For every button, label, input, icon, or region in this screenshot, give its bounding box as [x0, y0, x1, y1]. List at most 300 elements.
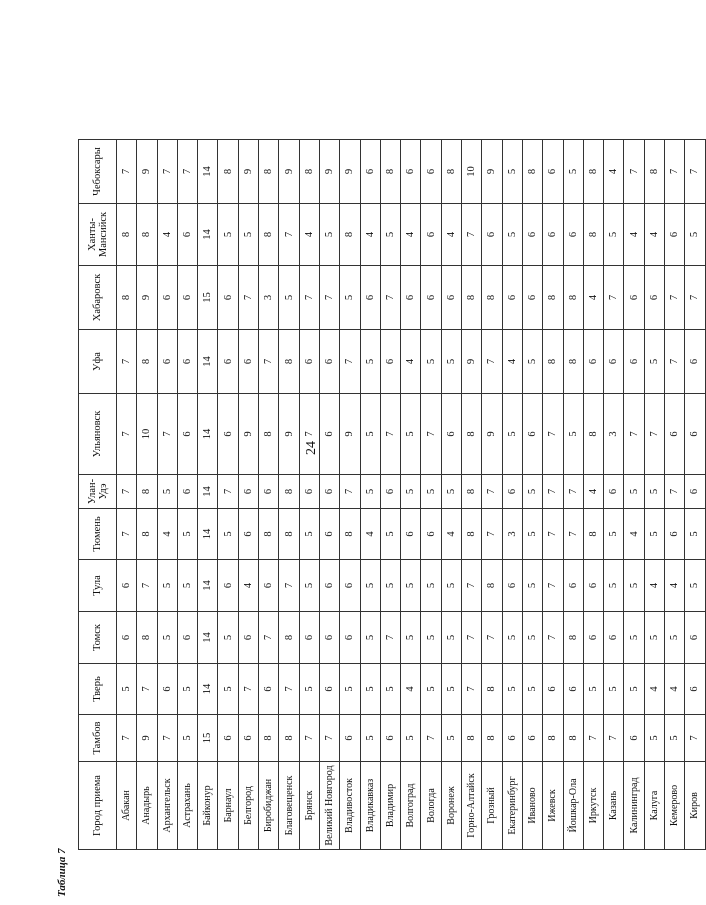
value-cell: 3	[502, 509, 522, 560]
value-cell: 8	[279, 509, 299, 560]
value-cell: 7	[218, 475, 238, 509]
table-row	[137, 140, 157, 850]
value-cell: 6	[604, 612, 624, 664]
value-cell: 6	[157, 266, 177, 330]
value-cell: 14	[198, 509, 218, 560]
value-cell: 5	[177, 715, 197, 762]
header-destination: Ханты-Мансийск	[79, 204, 117, 266]
value-cell: 5	[299, 664, 319, 715]
value-cell: 7	[117, 140, 137, 204]
value-cell: 6	[218, 715, 238, 762]
value-cell: 4	[583, 266, 603, 330]
value-cell: 6	[319, 664, 339, 715]
value-cell: 7	[279, 664, 299, 715]
table-row	[198, 140, 218, 850]
value-cell: 8	[137, 330, 157, 394]
value-cell: 7	[462, 560, 482, 612]
value-cell: 6	[421, 204, 441, 266]
value-cell: 7	[340, 475, 360, 509]
value-cell: 5	[441, 560, 461, 612]
value-cell: 9	[137, 715, 157, 762]
table-row	[299, 140, 319, 850]
value-cell: 5	[502, 612, 522, 664]
value-cell: 7	[279, 560, 299, 612]
value-cell: 5	[604, 560, 624, 612]
value-cell: 6	[401, 509, 421, 560]
city-cell: Астрахань	[177, 762, 197, 850]
value-cell: 5	[218, 509, 238, 560]
value-cell: 6	[218, 330, 238, 394]
value-cell: 6	[360, 266, 380, 330]
value-cell: 7	[238, 664, 258, 715]
table-row	[177, 140, 197, 850]
value-cell: 6	[563, 204, 583, 266]
value-cell: 6	[340, 612, 360, 664]
value-cell: 6	[238, 475, 258, 509]
value-cell: 6	[218, 266, 238, 330]
header-destination: Улан-Удэ	[79, 475, 117, 509]
value-cell: 7	[319, 266, 339, 330]
value-cell: 5	[360, 394, 380, 475]
header-destination: Тверь	[79, 664, 117, 715]
value-cell: 5	[279, 266, 299, 330]
value-cell: 7	[137, 664, 157, 715]
table-row	[157, 140, 177, 850]
value-cell: 7	[177, 140, 197, 204]
value-cell: 6	[157, 664, 177, 715]
value-cell: 6	[177, 394, 197, 475]
value-cell: 4	[624, 509, 644, 560]
value-cell: 6	[380, 330, 400, 394]
value-cell: 5	[360, 664, 380, 715]
table-caption: Таблица 7	[56, 848, 68, 897]
value-cell: 7	[482, 475, 502, 509]
value-cell: 8	[279, 715, 299, 762]
table-row	[238, 140, 258, 850]
value-cell: 7	[117, 330, 137, 394]
value-cell: 6	[177, 204, 197, 266]
value-cell: 8	[259, 394, 279, 475]
value-cell: 8	[259, 204, 279, 266]
city-cell: Горно-Алтайск	[462, 762, 482, 850]
header-destination: Тюмень	[79, 509, 117, 560]
value-cell: 8	[482, 715, 502, 762]
table-row	[583, 140, 603, 850]
value-cell: 6	[340, 715, 360, 762]
table-row	[380, 140, 400, 850]
value-cell: 8	[279, 612, 299, 664]
value-cell: 6	[238, 509, 258, 560]
value-cell: 7	[563, 475, 583, 509]
city-cell: Владикавказ	[360, 762, 380, 850]
value-cell: 7	[665, 330, 685, 394]
table-row	[441, 140, 461, 850]
value-cell: 5	[401, 394, 421, 475]
value-cell: 5	[522, 612, 542, 664]
value-cell: 5	[441, 475, 461, 509]
value-cell: 7	[583, 715, 603, 762]
value-cell: 6	[665, 204, 685, 266]
value-cell: 6	[380, 475, 400, 509]
value-cell: 4	[502, 330, 522, 394]
value-cell: 6	[218, 394, 238, 475]
value-cell: 7	[482, 612, 502, 664]
value-cell: 6	[319, 394, 339, 475]
value-cell: 6	[259, 475, 279, 509]
value-cell: 8	[644, 140, 664, 204]
value-cell: 5	[685, 204, 705, 266]
value-cell: 3	[259, 266, 279, 330]
value-cell: 5	[685, 560, 705, 612]
table-row	[340, 140, 360, 850]
value-cell: 5	[117, 664, 137, 715]
value-cell: 8	[462, 394, 482, 475]
value-cell: 6	[644, 266, 664, 330]
city-cell: Воронеж	[441, 762, 461, 850]
value-cell: 7	[299, 715, 319, 762]
city-cell: Барнаул	[218, 762, 238, 850]
value-cell: 5	[665, 715, 685, 762]
table-header-row	[79, 140, 117, 850]
value-cell: 10	[462, 140, 482, 204]
city-cell: Иркутск	[583, 762, 603, 850]
value-cell: 6	[421, 509, 441, 560]
value-cell: 7	[380, 266, 400, 330]
value-cell: 3	[604, 394, 624, 475]
value-cell: 7	[543, 394, 563, 475]
value-cell: 7	[482, 330, 502, 394]
value-cell: 6	[522, 204, 542, 266]
value-cell: 6	[441, 266, 461, 330]
value-cell: 4	[665, 664, 685, 715]
value-cell: 6	[502, 560, 522, 612]
value-cell: 14	[198, 560, 218, 612]
value-cell: 7	[380, 612, 400, 664]
city-cell: Брянск	[299, 762, 319, 850]
city-cell: Киров	[685, 762, 705, 850]
value-cell: 6	[380, 715, 400, 762]
value-cell: 5	[177, 664, 197, 715]
value-cell: 9	[238, 394, 258, 475]
value-cell: 6	[665, 394, 685, 475]
value-cell: 14	[198, 204, 218, 266]
value-cell: 7	[117, 475, 137, 509]
value-cell: 5	[360, 560, 380, 612]
value-cell: 8	[137, 475, 157, 509]
value-cell: 4	[401, 204, 421, 266]
value-cell: 8	[279, 475, 299, 509]
value-cell: 5	[441, 664, 461, 715]
value-cell: 10	[137, 394, 157, 475]
value-cell: 7	[685, 266, 705, 330]
value-cell: 5	[502, 204, 522, 266]
value-cell: 5	[441, 330, 461, 394]
value-cell: 6	[177, 612, 197, 664]
value-cell: 5	[624, 560, 644, 612]
city-cell: Иваново	[522, 762, 542, 850]
header-destination: Тула	[79, 560, 117, 612]
value-cell: 4	[644, 560, 664, 612]
city-cell: Белгород	[238, 762, 258, 850]
table-row	[218, 140, 238, 850]
value-cell: 9	[482, 394, 502, 475]
value-cell: 6	[624, 715, 644, 762]
value-cell: 5	[502, 140, 522, 204]
value-cell: 6	[543, 140, 563, 204]
data-table	[78, 139, 706, 850]
value-cell: 4	[604, 140, 624, 204]
value-cell: 8	[563, 266, 583, 330]
value-cell: 6	[624, 266, 644, 330]
value-cell: 6	[543, 664, 563, 715]
value-cell: 5	[522, 664, 542, 715]
value-cell: 8	[563, 612, 583, 664]
value-cell: 8	[583, 140, 603, 204]
header-destination: Чебоксары	[79, 140, 117, 204]
value-cell: 7	[543, 560, 563, 612]
value-cell: 6	[563, 664, 583, 715]
value-cell: 7	[462, 204, 482, 266]
value-cell: 7	[259, 330, 279, 394]
table-row	[279, 140, 299, 850]
value-cell: 5	[360, 612, 380, 664]
value-cell: 5	[522, 330, 542, 394]
value-cell: 6	[522, 394, 542, 475]
value-cell: 7	[665, 475, 685, 509]
value-cell: 5	[380, 509, 400, 560]
value-cell: 7	[279, 204, 299, 266]
value-cell: 4	[401, 330, 421, 394]
value-cell: 5	[644, 330, 664, 394]
value-cell: 7	[157, 394, 177, 475]
value-cell: 9	[137, 266, 157, 330]
value-cell: 7	[685, 715, 705, 762]
value-cell: 5	[441, 612, 461, 664]
value-cell: 8	[279, 330, 299, 394]
value-cell: 7	[563, 509, 583, 560]
value-cell: 7	[157, 140, 177, 204]
value-cell: 9	[482, 140, 502, 204]
table-row	[502, 140, 522, 850]
value-cell: 14	[198, 664, 218, 715]
value-cell: 8	[482, 664, 502, 715]
value-cell: 6	[604, 475, 624, 509]
value-cell: 4	[644, 664, 664, 715]
table-row	[665, 140, 685, 850]
value-cell: 5	[340, 664, 360, 715]
value-cell: 5	[218, 204, 238, 266]
value-cell: 7	[604, 266, 624, 330]
city-cell: Йошкар-Ола	[563, 762, 583, 850]
value-cell: 4	[624, 204, 644, 266]
value-cell: 7	[117, 715, 137, 762]
value-cell: 5	[177, 560, 197, 612]
value-cell: 9	[340, 394, 360, 475]
value-cell: 7	[421, 715, 441, 762]
value-cell: 5	[644, 475, 664, 509]
header-destination: Томск	[79, 612, 117, 664]
value-cell: 6	[117, 612, 137, 664]
value-cell: 6	[299, 330, 319, 394]
value-cell: 5	[502, 664, 522, 715]
value-cell: 5	[380, 560, 400, 612]
value-cell: 8	[441, 140, 461, 204]
value-cell: 6	[238, 715, 258, 762]
value-cell: 5	[624, 475, 644, 509]
city-cell: Грозный	[482, 762, 502, 850]
value-cell: 8	[462, 715, 482, 762]
value-cell: 14	[198, 330, 218, 394]
value-cell: 5	[177, 509, 197, 560]
value-cell: 4	[360, 509, 380, 560]
value-cell: 5	[441, 715, 461, 762]
value-cell: 6	[401, 140, 421, 204]
value-cell: 5	[522, 560, 542, 612]
value-cell: 4	[299, 204, 319, 266]
city-cell: Волгоград	[401, 762, 421, 850]
value-cell: 7	[117, 394, 137, 475]
city-cell: Вологда	[421, 762, 441, 850]
value-cell: 8	[583, 204, 603, 266]
table-row	[522, 140, 542, 850]
value-cell: 8	[137, 204, 157, 266]
value-cell: 7	[644, 394, 664, 475]
value-cell: 7	[624, 394, 644, 475]
city-cell: Абакан	[117, 762, 137, 850]
value-cell: 4	[665, 560, 685, 612]
value-cell: 5	[665, 612, 685, 664]
value-cell: 7	[299, 266, 319, 330]
value-cell: 6	[340, 560, 360, 612]
value-cell: 5	[319, 204, 339, 266]
value-cell: 5	[522, 509, 542, 560]
value-cell: 6	[685, 330, 705, 394]
header-destination: Хабаровск	[79, 266, 117, 330]
value-cell: 5	[157, 612, 177, 664]
city-cell: Казань	[604, 762, 624, 850]
value-cell: 8	[563, 330, 583, 394]
value-cell: 7	[380, 394, 400, 475]
value-cell: 6	[117, 560, 137, 612]
value-cell: 6	[319, 612, 339, 664]
value-cell: 7	[319, 715, 339, 762]
value-cell: 6	[583, 330, 603, 394]
value-cell: 14	[198, 394, 218, 475]
value-cell: 6	[177, 330, 197, 394]
value-cell: 5	[218, 612, 238, 664]
table-row	[543, 140, 563, 850]
city-cell: Ижевск	[543, 762, 563, 850]
value-cell: 7	[340, 330, 360, 394]
value-cell: 8	[462, 509, 482, 560]
value-cell: 8	[218, 140, 238, 204]
value-cell: 6	[177, 475, 197, 509]
table-row	[401, 140, 421, 850]
value-cell: 5	[401, 475, 421, 509]
value-cell: 6	[583, 560, 603, 612]
value-cell: 15	[198, 715, 218, 762]
value-cell: 6	[685, 394, 705, 475]
header-destination: Тамбов	[79, 715, 117, 762]
value-cell: 7	[543, 612, 563, 664]
value-cell: 5	[644, 612, 664, 664]
value-cell: 6	[502, 715, 522, 762]
value-cell: 5	[583, 664, 603, 715]
table-row	[482, 140, 502, 850]
city-cell: Кемерово	[665, 762, 685, 850]
city-cell: Калуга	[644, 762, 664, 850]
table-row	[624, 140, 644, 850]
table-row	[462, 140, 482, 850]
city-cell: Великий Новгород	[319, 762, 339, 850]
value-cell: 8	[543, 330, 563, 394]
value-cell: 8	[340, 204, 360, 266]
value-cell: 7	[482, 509, 502, 560]
value-cell: 9	[340, 140, 360, 204]
city-cell: Екатеринбург	[502, 762, 522, 850]
value-cell: 7	[462, 664, 482, 715]
value-cell: 4	[401, 664, 421, 715]
value-cell: 6	[157, 330, 177, 394]
value-cell: 5	[685, 509, 705, 560]
value-cell: 8	[117, 204, 137, 266]
value-cell: 6	[522, 266, 542, 330]
value-cell: 6	[319, 509, 339, 560]
table-row	[117, 140, 137, 850]
value-cell: 7	[543, 475, 563, 509]
value-cell: 8	[259, 140, 279, 204]
value-cell: 6	[238, 612, 258, 664]
value-cell: 5	[604, 204, 624, 266]
value-cell: 8	[259, 715, 279, 762]
value-cell: 9	[279, 140, 299, 204]
value-cell: 6	[624, 330, 644, 394]
value-cell: 6	[421, 266, 441, 330]
city-cell: Благовещенск	[279, 762, 299, 850]
value-cell: 7	[157, 715, 177, 762]
value-cell: 4	[157, 509, 177, 560]
value-cell: 6	[563, 560, 583, 612]
value-cell: 4	[238, 560, 258, 612]
value-cell: 5	[421, 664, 441, 715]
value-cell: 6	[319, 330, 339, 394]
value-cell: 6	[604, 330, 624, 394]
value-cell: 14	[198, 140, 218, 204]
value-cell: 5	[644, 715, 664, 762]
value-cell: 9	[319, 140, 339, 204]
value-cell: 5	[604, 664, 624, 715]
value-cell: 5	[299, 560, 319, 612]
table-row	[259, 140, 279, 850]
value-cell: 8	[482, 560, 502, 612]
value-cell: 5	[299, 509, 319, 560]
value-cell: 5	[360, 715, 380, 762]
value-cell: 6	[319, 560, 339, 612]
value-cell: 8	[583, 509, 603, 560]
value-cell: 6	[299, 612, 319, 664]
value-cell: 8	[380, 140, 400, 204]
value-cell: 6	[685, 475, 705, 509]
value-cell: 8	[340, 509, 360, 560]
city-cell: Байконур	[198, 762, 218, 850]
value-cell: 7	[624, 140, 644, 204]
value-cell: 5	[401, 612, 421, 664]
city-cell: Владивосток	[340, 762, 360, 850]
value-cell: 7	[462, 612, 482, 664]
value-cell: 5	[421, 475, 441, 509]
value-cell: 7	[259, 612, 279, 664]
table-row	[563, 140, 583, 850]
